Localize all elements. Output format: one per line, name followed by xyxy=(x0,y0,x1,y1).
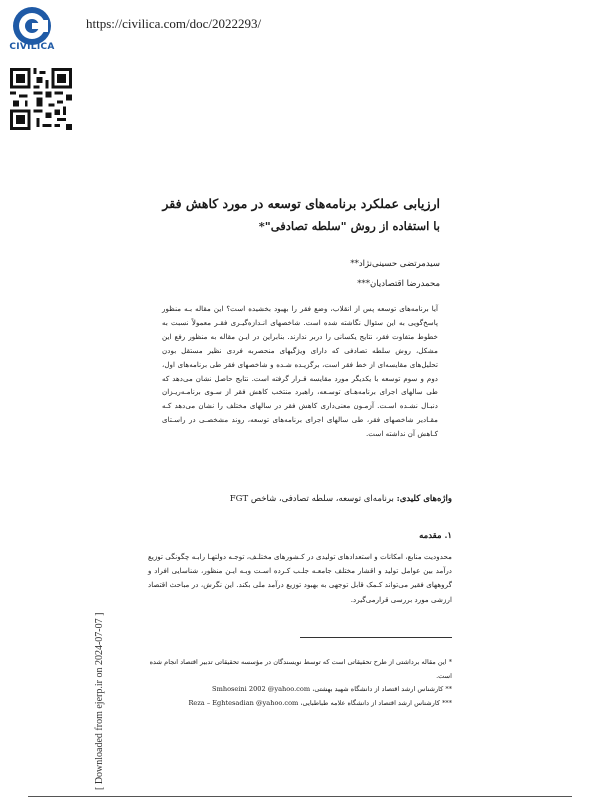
footnote: ** کارشناس ارشد اقتصاد از دانشگاه شهید بهشتی، Smhoseini 2002 @yahoo.com xyxy=(212,685,452,694)
author-name: سیدمرتضی حسینی‌نژاد** xyxy=(350,259,440,269)
footnote: * این مقاله برداشتی از طرح تحقیقاتی است که توسط نویسندگان در مؤسسه تحقیقاتی تدبیر اقتصاد انجام شده است. xyxy=(149,658,452,680)
author-name: محمدرضا اقتصادیان*** xyxy=(357,279,440,289)
logo-text: CIVILICA xyxy=(9,42,55,52)
footnote-divider xyxy=(300,637,452,638)
document-url[interactable]: https://civilica.com/doc/2022293/ xyxy=(86,16,262,31)
keywords-list: برنامه‌ای توسعه، سلطه تصادفی، شاخص FGT xyxy=(229,494,394,504)
keywords xyxy=(152,494,452,504)
page-bottom-rule xyxy=(28,796,572,797)
keywords-label: واژه‌های کلیدی: xyxy=(396,494,452,504)
section-heading: ۱. مقدمه xyxy=(419,531,452,541)
abstract: آیا برنامه‌های توسعه پس از انقلاب، وضع فقر را بهبود بخشیده است؟ این مقاله بـه منظور پاسخ‌گویی به این سئوال نگاشته شده است. شاخصهای انـدازه‌گیـری فقـر معمولاً نسبت به خطوط متفاوت فقر، نتایج یکسانی را دربر ندارند. بنابراین در ایـن مقاله به منظور رفع این مشکل، روش سلطه تصادفی که دارای ویژگیهای منحصربه فردی نظیر مستقل بودن تحلیل‌های مقایسه‌ای از خط فقر است، برگزیـده شـده و شاخصهای فقر طی برنامه‌های اول، دوم و سوم توسعه با یکدیگر مورد مقایسه قـرار گرفته است. نتایج حاصل نشان می‌دهد که طی سالهای اجرای برنامه‌هـای توسـعه، راهبرد منتخب کاهش فقر از سـوی برنامـه‌ریـزان دنبـال نشـده اسـت. آزمـون معنی‌داری کاهش فقر در سالهای مختلف را نشان می‌دهد کـه مقـادیر شاخصهای فقر، طی سالهای اجرای برنامه‌های توسعه، روند مشخصـی در راسـتای کـاهش آن نداشته است. xyxy=(162,304,438,439)
paper-title: ارزیابی عملکرد برنامه‌های توسعه در مورد کاهش فقر xyxy=(162,196,440,211)
paper-subtitle: با استفاده از روش "سلطه تصادفی"* xyxy=(258,219,440,233)
footnotes xyxy=(148,656,452,710)
footnote: *** کارشناس ارشد اقتصاد از دانشگاه علامه طباطبایی، Reza – Eghtesadian @yahoo.com xyxy=(188,698,452,707)
download-watermark: [ Downloaded from ejerp.ir on 2024-07-07 ] xyxy=(94,612,105,790)
section-body: محدودیت منابع، امکانات و استعدادهای تولیدی در کـشورهای مختلـف، توجـه دولتهـا رابـه چگونگی توزیع درآمد بین عوامل تولید و اقشار مختلف جامعـه جلـب کـرده اسـت وبـه ایـن منظور، شناسایی افراد و گروههای فقیر می‌تواند کـمک قابل توجهی به بهبود توزیع درآمد ملی بکند. این نگرش، در مباحث اقتصاد ارزشی مورد بررسی قرارمی‌گیرد. xyxy=(148,552,452,604)
qr-code-icon xyxy=(10,68,72,130)
